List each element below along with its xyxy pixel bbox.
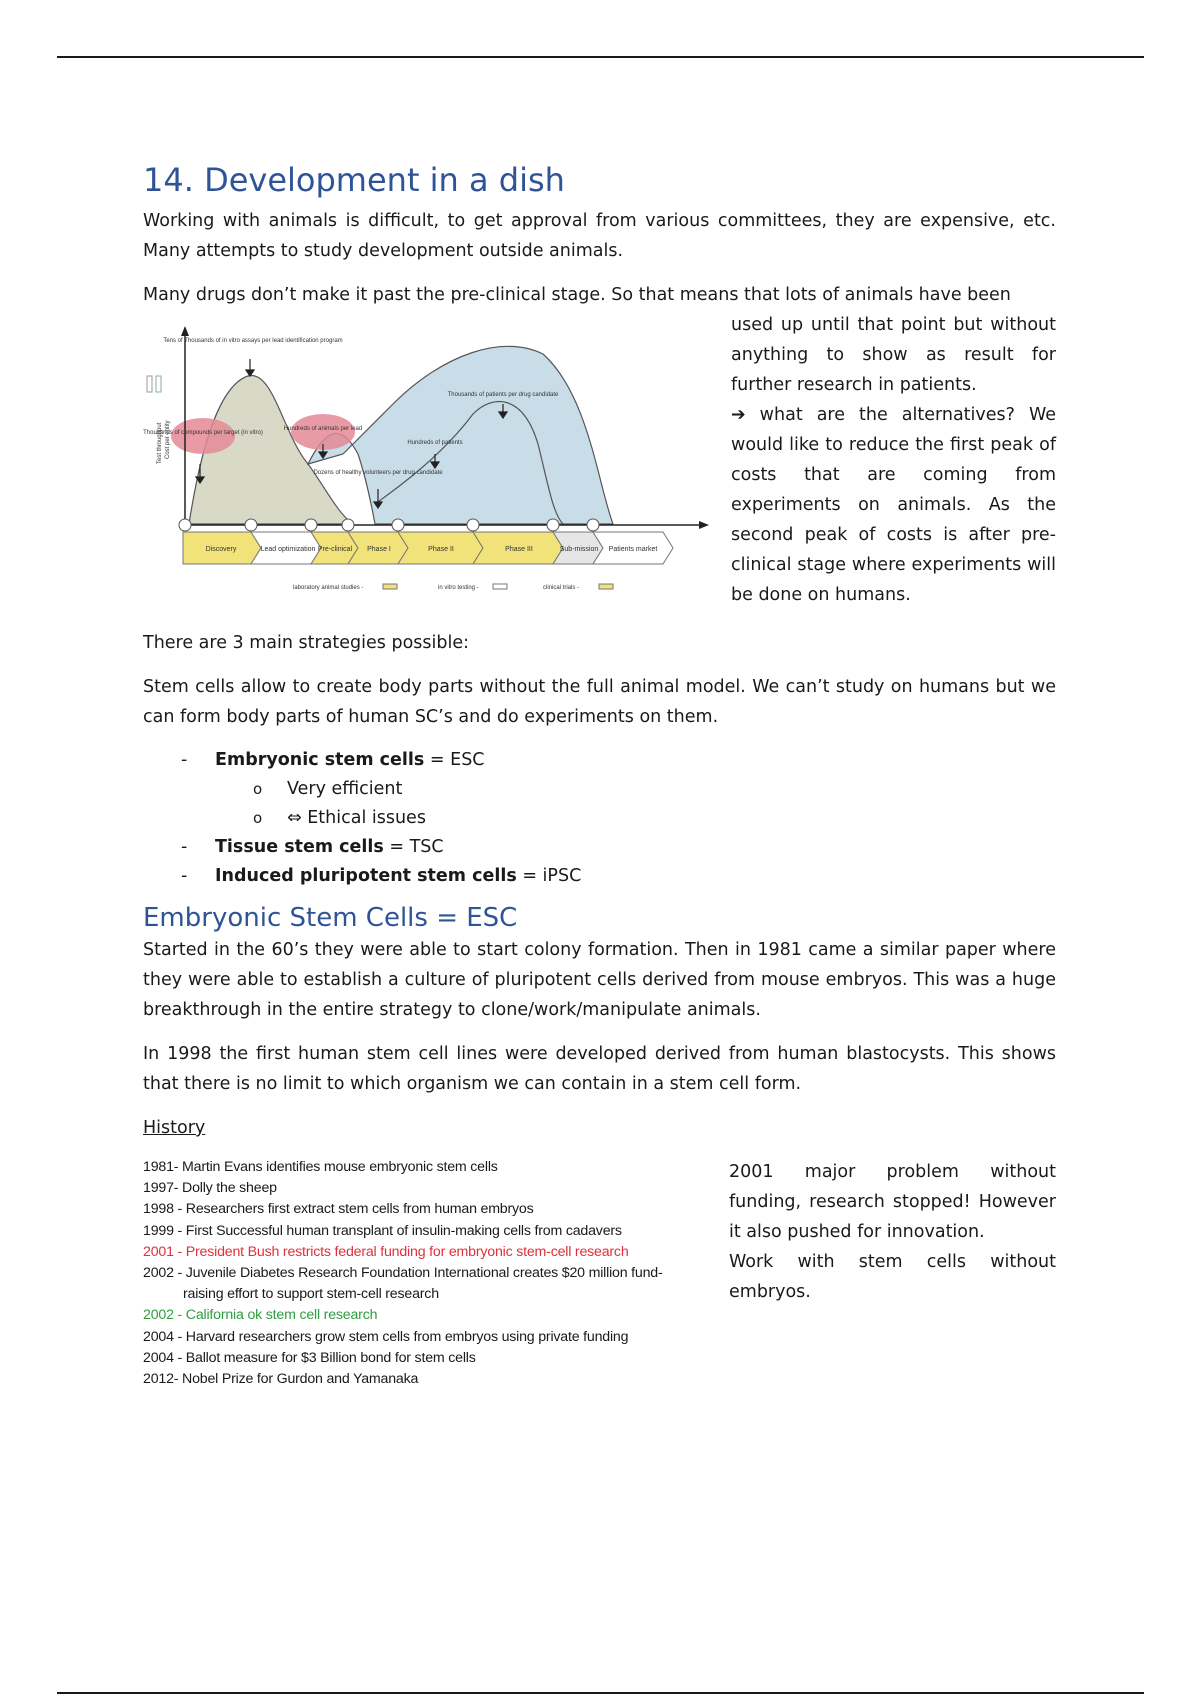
timeline-item-continued: raising effort to support stem-cell research [183,1286,439,1303]
list-item-ipsc: - Induced pluripotent stem cells = iPSC [143,862,1056,891]
timeline-item: 2012- Nobel Prize for Gurdon and Yamanaka [143,1371,419,1388]
list-item-tsc: - Tissue stem cells = TSC [143,833,1056,862]
legend-swatch-top-1 [147,376,152,392]
esc-paragraph-2: In 1998 the first human stem cell lines were developed derived from human blastocysts. This shows that there is no limit to which organism we can contain in a stem cell form. [143,1044,1056,1094]
figure-row [143,310,1056,614]
stage-patients-market: Patients market [608,546,658,553]
legend-animal-swatch [383,584,397,589]
y-axis-label-2: Test throughput [157,422,163,464]
list-item-esc: - Embryonic stem cells = ESC [143,746,1056,775]
drugs-lead-paragraph: Many drugs don’t make it past the pre-clinical stage. So that means that lots of animals have been [143,285,1011,305]
timeline-item: 2002 - Juvenile Diabetes Research Foundation International creates $20 million fund- [143,1265,663,1282]
x-axis-arrow [699,521,709,529]
stage-submission: Sub-mission [559,546,599,553]
timeline-item: 2004 - Harvard researchers grow stem cells from embryos using private funding [143,1328,629,1345]
history-row [143,1157,1056,1390]
esc-paragraph-1: Started in the 60’s they were able to start colony formation. Then in 1981 came a similar paper where they were able to establish a culture of pluripotent cells derived from mouse embryos. This was a huge breakthrough in the entire strategy to clone/work/manipulate animals. [143,940,1056,1020]
stage-phase-2: Phase II [428,546,454,553]
strategy-list [143,746,1056,891]
history-label: History [143,1118,206,1138]
y-axis-label: Cost per entity [165,420,171,459]
strategies-intro: There are 3 main strategies possible: [143,633,470,653]
history-side-text [729,1157,1056,1390]
legend-invitro: in vitro testing - [438,585,479,591]
y-axis-arrow [181,326,189,336]
timeline-item-highlight-red: 2001 - President Bush restricts federal funding for embryonic stem-cell research [143,1243,629,1260]
intro-paragraph: Working with animals is difficult, to get approval from various committees, they are expensive, etc. Many attempts to study development outside animals. [143,211,1056,261]
legend-clinical: clinical trials - [543,585,580,591]
side-paragraph-1: used up until that point but without anything to show as result for further research in patients. [731,315,1056,395]
side-paragraph-2: ➔ what are the alternatives? We would like to reduce the first peak of costs that are coming from experiments on animals. As the second peak of costs is after pre-clinical stage where experiments will be done on humans. [731,405,1056,605]
stage-phase-1: Phase I [367,546,391,553]
red-highlight-1 [171,418,235,454]
drug-development-cost-figure [143,314,715,614]
stage-discovery: Discovery [205,546,237,553]
peak1-label: Tens of Thousands of in vitro assays per lead identification program [163,338,343,344]
list-subitem-ethical: o ⇔ Ethical issues [143,804,1056,833]
stage-preclinical: Pre-clinical [317,546,353,553]
timeline-item: 2004 - Ballot measure for $3 Billion bond for stem cells [143,1349,476,1366]
bottom-rule [57,1692,1144,1694]
stage-phase-3: Phase III [505,546,533,553]
red2-label: Hundreds of animals per lead [283,426,363,432]
stem-cells-paragraph: Stem cells allow to create body parts without the full animal model. We can’t study on humans but we can form body parts of human SC’s and do experiments on them. [143,677,1056,727]
list-subitem-efficient: o Very efficient [143,775,1056,804]
timeline-item: 1997- Dolly the sheep [143,1180,277,1197]
top-rule [57,56,1144,58]
timeline-item: 1981- Martin Evans identifies mouse embryonic stem cells [143,1159,498,1175]
stage-lead-optimization: Lead optimization [260,546,316,553]
esc-heading: Embryonic Stem Cells = ESC [143,903,518,933]
legend-animal: laboratory animal studies - [293,585,364,591]
figure-side-text [731,310,1056,614]
healthy-label: Dozens of healthy volunteers per drug candidate [313,470,443,476]
timeline-item: 1998 - Researchers first extract stem cells from human embryos [143,1201,534,1218]
red1-label: Thousands of compounds per target (in vitro) [143,430,263,436]
history-timeline [143,1157,715,1390]
legend-swatch-top-2 [156,376,161,392]
document-content [143,160,1056,1390]
legend-invitro-swatch [493,584,507,589]
timeline-item-highlight-green: 2002 - California ok stem cell research [143,1307,378,1324]
history-side-paragraph-2: Work with stem cells without embryos. [729,1252,1056,1302]
legend-clinical-swatch [599,584,613,589]
timeline-item: 1999 - First Successful human transplant of insulin-making cells from cadavers [143,1222,622,1239]
cost-curve-svg [143,314,715,614]
thousands-label: Thousands of patients per drug candidate [447,392,559,398]
page-title: 14. Development in a dish [143,161,565,199]
hundreds-label: Hundreds of patients [407,440,463,446]
history-side-paragraph-1: 2001 major problem without funding, research stopped! However it also pushed for innovation. [729,1162,1056,1242]
